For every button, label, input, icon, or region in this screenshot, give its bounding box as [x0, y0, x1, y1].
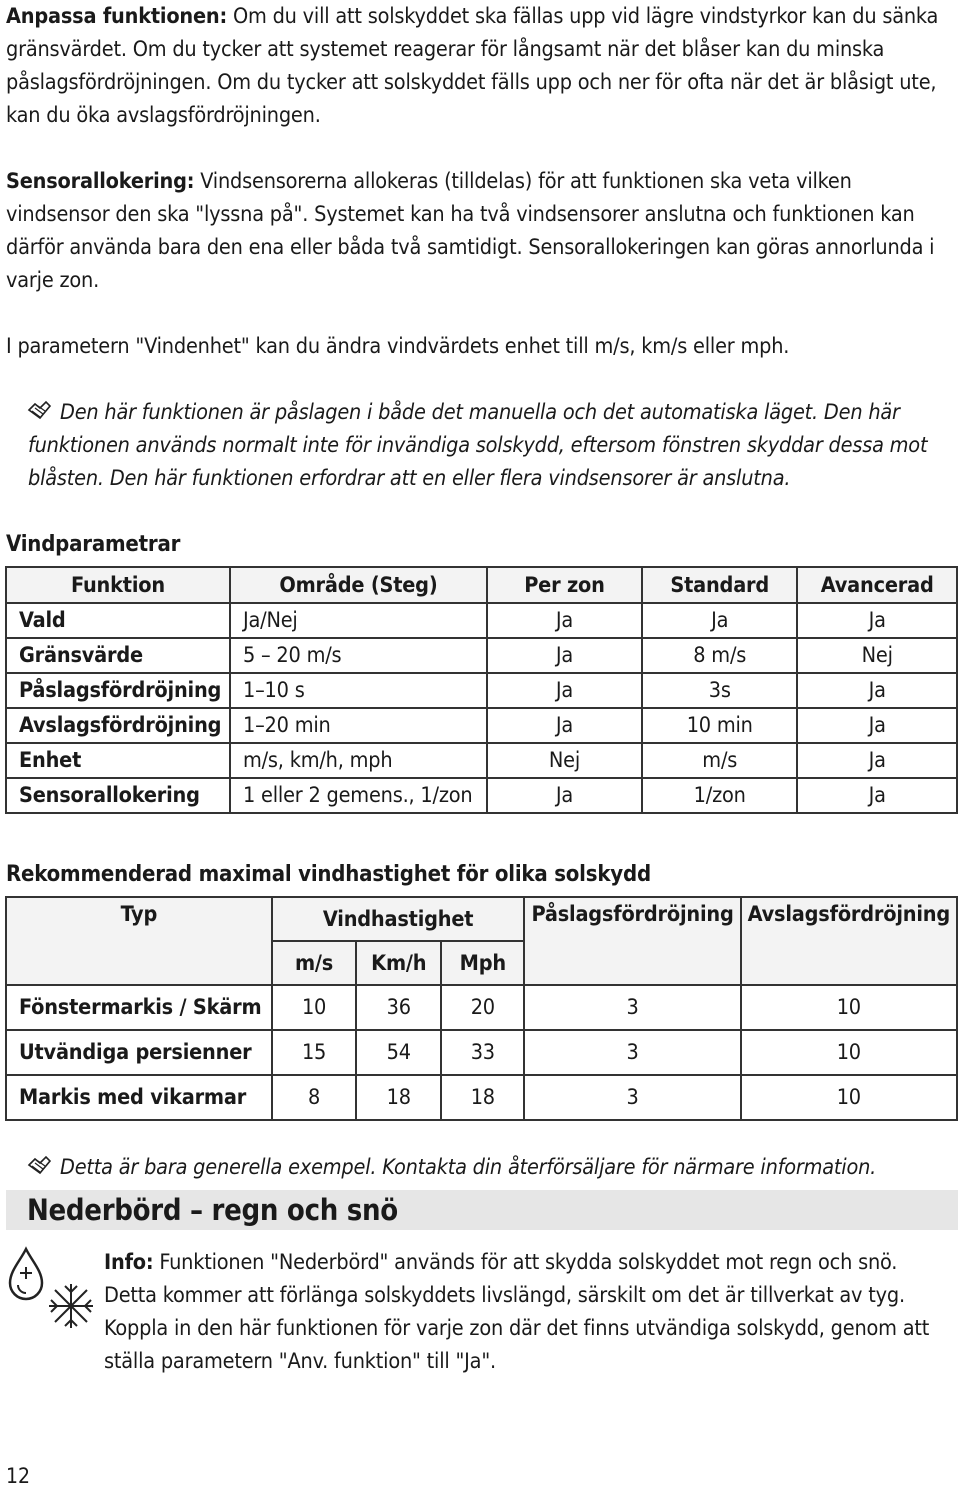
- cell-standard: m/s: [642, 743, 797, 778]
- cell-range: 1–10 s: [230, 673, 487, 708]
- cell-advanced: Ja: [797, 743, 957, 778]
- recommended-wind-table: [5, 896, 958, 1121]
- col-header-type: Typ: [6, 897, 272, 985]
- cell-standard: 10 min: [642, 708, 797, 743]
- col-header-kmh: Km/h: [356, 941, 441, 985]
- text-sensor-allocation: Vindsensorerna allokeras (tilldelas) för att funktionen ska veta vilken vindsensor den ska "lyssna på". Systemet kan ha två vindsensorer anslutna och funktionen kan därför använda bara den ena eller båda två samtidigt. Sensorallokeringen kan göras annorlunda i varje zon.: [6, 169, 935, 293]
- col-header-ms: m/s: [272, 941, 357, 985]
- cell-type: Fönstermarkis / Skärm: [6, 985, 272, 1030]
- cell-standard: 1/zon: [642, 778, 797, 813]
- section-title: Nederbörd – regn och snö: [27, 1193, 398, 1227]
- text-precipitation-info: Funktionen "Nederbörd" används för att skydda solskyddet mot regn och snö. Detta kommer att förlänga solskyddets livslängd, särskilt om det är tillverkat av tyg. Koppla in den här funktionen för varje zon där det finns utvändiga solskydd, genom att ställa parametern "Anv. funktion" till "Ja".: [104, 1250, 930, 1374]
- table-row: [6, 638, 957, 673]
- note-general-examples: [28, 1151, 948, 1184]
- paragraph-precipitation-info: [104, 1246, 950, 1378]
- cell-ms: 15: [272, 1030, 357, 1075]
- cell-function: Enhet: [6, 743, 230, 778]
- cell-ms: 8: [272, 1075, 357, 1120]
- heading-wind-parameters: Vindparametrar: [6, 532, 181, 557]
- cell-range: Ja/Nej: [230, 603, 487, 638]
- cell-standard: Ja: [642, 603, 797, 638]
- table-row: [6, 708, 957, 743]
- paragraph-adjust-function: [6, 0, 946, 132]
- col-header-standard: Standard: [642, 567, 797, 603]
- cell-type: Markis med vikarmar: [6, 1075, 272, 1120]
- table-header-row: [6, 567, 957, 603]
- cell-advanced: Ja: [797, 778, 957, 813]
- cell-kmh: 54: [356, 1030, 441, 1075]
- cell-per-zone: Ja: [487, 708, 642, 743]
- note-examples-text: Detta är bara generella exempel. Kontakta din återförsäljare för närmare information.: [60, 1155, 877, 1180]
- cell-advanced: Nej: [797, 638, 957, 673]
- col-header-advanced: Avancerad: [797, 567, 957, 603]
- table-row: [6, 603, 957, 638]
- note-mode-info: [28, 396, 948, 495]
- cell-on-delay: 3: [524, 1030, 740, 1075]
- cell-on-delay: 3: [524, 1075, 740, 1120]
- table-row: [6, 985, 957, 1030]
- note-hand-icon: [26, 396, 52, 422]
- col-header-mph: Mph: [441, 941, 524, 985]
- wind-parameters-table: [5, 566, 958, 814]
- raindrop-icon: [6, 1245, 46, 1303]
- snowflake-icon: [46, 1281, 96, 1331]
- cell-per-zone: Nej: [487, 743, 642, 778]
- text-adjust-function: Om du vill att solskyddet ska fällas upp vid lägre vindstyrkor kan du sänka gränsvärdet. Om du tycker att systemet reagerar för långsamt när det blåser kan du minska påslagsfördröjningen. Om du tycker att solskyddet fälls upp och ner för ofta när det är blåsigt ute, kan du öka avslagsfördröjningen.: [6, 4, 939, 128]
- cell-off-delay: 10: [741, 985, 957, 1030]
- cell-per-zone: Ja: [487, 778, 642, 813]
- cell-range: 1 eller 2 gemens., 1/zon: [230, 778, 487, 813]
- cell-kmh: 36: [356, 985, 441, 1030]
- col-header-off-delay: Avslagsfördröjning: [741, 897, 957, 985]
- table-row: [6, 1030, 957, 1075]
- weather-icons: [6, 1245, 96, 1335]
- cell-mph: 18: [441, 1075, 524, 1120]
- cell-range: 5 – 20 m/s: [230, 638, 487, 673]
- note-hand-icon: [26, 1151, 52, 1177]
- cell-range: 1–20 min: [230, 708, 487, 743]
- paragraph-wind-unit: [6, 330, 946, 363]
- cell-standard: 8 m/s: [642, 638, 797, 673]
- table-row: [6, 743, 957, 778]
- label-adjust-function: Anpassa funktionen:: [6, 4, 228, 29]
- label-info: Info:: [104, 1250, 154, 1275]
- text-wind-unit: I parametern "Vindenhet" kan du ändra vindvärdets enhet till m/s, km/s eller mph.: [6, 334, 790, 359]
- cell-standard: 3s: [642, 673, 797, 708]
- cell-per-zone: Ja: [487, 603, 642, 638]
- cell-mph: 20: [441, 985, 524, 1030]
- cell-off-delay: 10: [741, 1030, 957, 1075]
- cell-off-delay: 10: [741, 1075, 957, 1120]
- cell-kmh: 18: [356, 1075, 441, 1120]
- col-header-on-delay: Påslagsfördröjning: [524, 897, 740, 985]
- cell-advanced: Ja: [797, 708, 957, 743]
- col-header-wind-speed: Vindhastighet: [272, 897, 525, 941]
- heading-recommended-wind: Rekommenderad maximal vindhastighet för olika solskydd: [6, 862, 651, 887]
- table-row: [6, 673, 957, 708]
- cell-advanced: Ja: [797, 603, 957, 638]
- cell-mph: 33: [441, 1030, 524, 1075]
- cell-advanced: Ja: [797, 673, 957, 708]
- cell-type: Utvändiga persienner: [6, 1030, 272, 1075]
- cell-per-zone: Ja: [487, 638, 642, 673]
- cell-range: m/s, km/h, mph: [230, 743, 487, 778]
- label-sensor-allocation: Sensorallokering:: [6, 169, 195, 194]
- cell-function: Gränsvärde: [6, 638, 230, 673]
- col-header-function: Funktion: [6, 567, 230, 603]
- table-header-row: [6, 897, 957, 941]
- page-number: 12: [6, 1464, 31, 1488]
- table-row: [6, 778, 957, 813]
- cell-function: Vald: [6, 603, 230, 638]
- col-header-per-zone: Per zon: [487, 567, 642, 603]
- table-row: [6, 1075, 957, 1120]
- col-header-range: Område (Steg): [230, 567, 487, 603]
- cell-function: Påslagsfördröjning: [6, 673, 230, 708]
- paragraph-sensor-allocation: [6, 165, 946, 297]
- section-banner: [6, 1190, 958, 1230]
- cell-function: Sensorallokering: [6, 778, 230, 813]
- cell-on-delay: 3: [524, 985, 740, 1030]
- cell-function: Avslagsfördröjning: [6, 708, 230, 743]
- note-mode-text: Den här funktionen är påslagen i både det manuella och det automatiska läget. Den här funktionen används normalt inte för invändiga solskydd, eftersom fönstren skyddar dessa mot blåsten. Den här funktionen erfordrar att en eller flera vindsensorer är anslutna.: [28, 400, 928, 491]
- cell-ms: 10: [272, 985, 357, 1030]
- cell-per-zone: Ja: [487, 673, 642, 708]
